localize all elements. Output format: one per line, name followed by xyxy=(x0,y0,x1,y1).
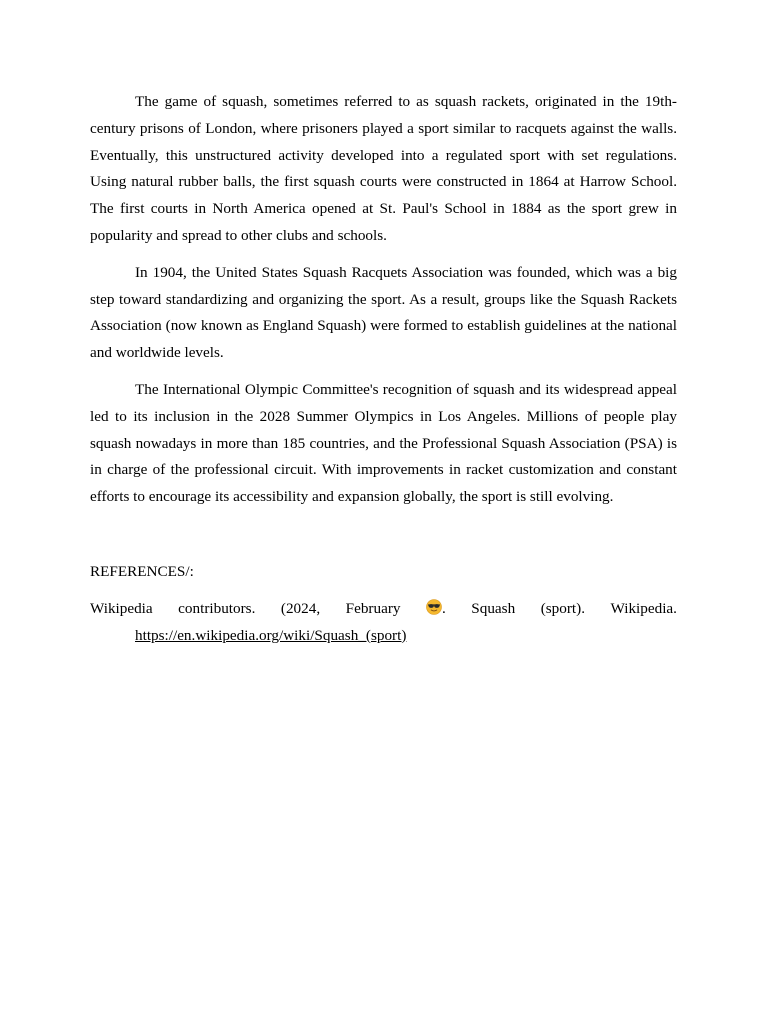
reference-author: Wikipedia xyxy=(90,599,153,617)
reference-year: (2024, xyxy=(280,599,321,617)
references-heading: REFERENCES/: xyxy=(90,563,194,580)
sunglasses-emoji-icon xyxy=(426,599,442,615)
reference-emoji-group: . xyxy=(426,596,446,623)
paragraph-3: The International Olympic Committee's recognition of squash and its widespread appeal led to its inclusion in the 2028 Summer Olympics in Los Angeles. Millions of people play squash nowadays in more than 185 countries, and the Professional Squash Association (PSA) is in charge of the professional circuit. With improvements in racket customization and constant efforts to encourage its accessibility and expansion globally, the sport is still evolving. xyxy=(90,380,677,506)
reference-title-suffix: (sport). xyxy=(540,599,585,617)
reference-author-suffix: contributors. xyxy=(178,599,256,617)
paragraph-1: The game of squash, sometimes referred to as squash rackets, originated in the 19th-century prisons of London, where prisoners played a sport similar to racquets against the walls. Eventually, this unstructured activity developed into a regulated sport with set regulations. Using natural rubber balls, the first squash courts were constructed in 1864 at Harrow School. The first courts in North America opened at St. Paul's School in 1884 as the sport grew in popularity and spread to other clubs and schools. xyxy=(90,93,677,244)
reference-title: Squash xyxy=(471,599,516,617)
reference-line-2 xyxy=(135,623,677,650)
document-body xyxy=(90,89,677,521)
references-section xyxy=(90,559,677,649)
reference-entry xyxy=(90,596,677,650)
reference-line-1 xyxy=(90,596,677,623)
paragraph-2: In 1904, the United States Squash Racquets Association was founded, which was a big step toward standardizing and organizing the sport. As a result, groups like the Squash Rackets Association (now known as England Squash) were formed to establish guidelines at the national and worldwide levels. xyxy=(90,263,677,362)
reference-publisher: Wikipedia. xyxy=(610,599,677,617)
reference-url-link[interactable]: https://en.wikipedia.org/wiki/Squash_(sport) xyxy=(135,626,407,644)
reference-month: February xyxy=(345,599,401,617)
